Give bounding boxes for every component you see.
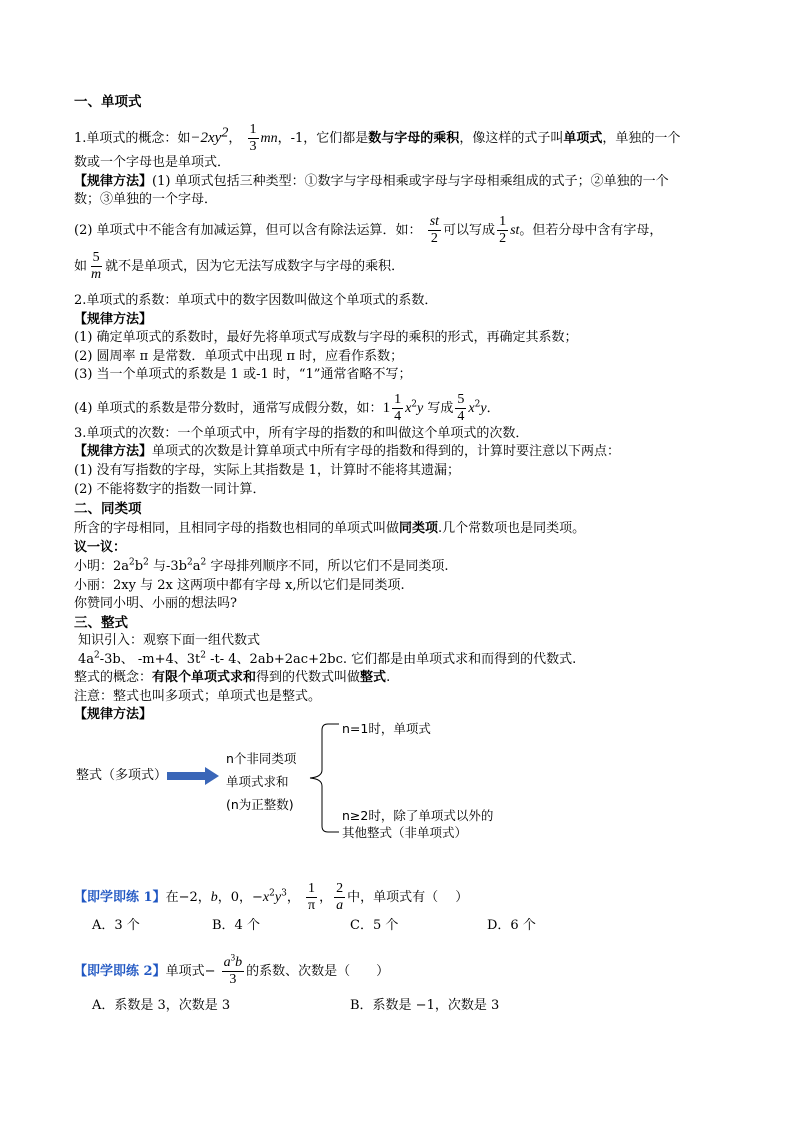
fraction-one-quarter: $\frac{1}{4}$ (394, 392, 402, 424)
coefficient-definition: 2.单项式的系数：单项式中的数字因数叫做这个单项式的系数． (74, 293, 438, 308)
xiaoli-statement: 小丽：2xy 与 2x 这两项中都有字母 x,所以它们是同类项. (74, 578, 405, 593)
fraction-5-over-m: $\frac{5}{m}$ (91, 250, 102, 282)
polynomial-concept: 整式的概念：有限个单项式求和得到的代数式叫做整式. (74, 670, 391, 685)
coefficient-rule-2: (2) 圆周率 π 是常数．单项式中出现 π 时，应看作系数； (74, 349, 404, 364)
bracket-path (310, 724, 339, 832)
coefficient-rule-label: 【规律方法】 (74, 312, 153, 327)
diagram-root-label: 整式（多项式） (76, 768, 168, 783)
exercise-1-option-d[interactable]: D．6 个 (487, 918, 536, 933)
coefficient-rule-4: (4) 单项式的系数是带分数时，通常写成假分数，如：1 $\frac{1}{4}$ $x^2y$ 写成 $\frac{5}{4}$ $x^2y$． (74, 392, 500, 424)
degree-rule-1: (1) 没有写指数的字母，实际上其指数是 1，计算时不能将其遗漏； (74, 463, 460, 478)
fraction-one-third: $\frac{1}{3}$ (249, 122, 257, 154)
fraction-one-half: $\frac{1}{2}$ (499, 214, 507, 246)
like-terms-definition: 所含的字母相同，且相同字母的指数也相同的单项式叫做同类项.几个常数项也是同类项。 (74, 521, 586, 536)
exercise-2-stem: 【即学即练 2】单项式− $\frac{a^3b}{3}$ 的系数、次数是（ ） (74, 952, 390, 987)
polynomial-rule-label: 【规律方法】 (74, 707, 153, 722)
right-arrow-icon (167, 766, 221, 786)
example-expressions: $4a^2-3b$、 -m+4、$3t^2$ -t- 4、2ab+2ac+2bc. 它们都是由单项式求和而得到的代数式. (78, 650, 577, 667)
section-title-monomial: 一、单项式 (74, 94, 142, 110)
fraction-st-over-2: $\frac{st}{2}$ (429, 214, 440, 246)
discussion-question: 你赞同小明、小丽的想法吗? (74, 596, 237, 611)
degree-rule-2: (2) 不能将数字的指数一同计算． (74, 482, 266, 497)
diagram-mid-line3: (n为正整数) (226, 797, 294, 812)
rule-method-1-line2: 数；③单独的一个字母． (74, 192, 218, 207)
degree-rule: 【规律方法】单项式的次数是计算单项式中所有字母的指数和得到的，计算时要注意以下两点： (74, 444, 621, 459)
exercise-2-option-a[interactable]: A．系数是 3，次数是 3 (92, 998, 231, 1013)
exercise-1-option-a[interactable]: A．3 个 (92, 918, 140, 933)
diagram-mid-line1: n个非同类项 (226, 751, 297, 766)
exercise-1-stem: 【即学即练 1】在−2，b，0，$-x^2y^3$， $\frac{1}{\pi}$ ， $\frac{2}{a}$ 中，单项式有（ ） (74, 881, 469, 913)
monomial-concept-line2: 数或一个字母也是单项式． (74, 155, 231, 170)
polynomial-note: 注意：整式也叫多项式；单项式也是整式。 (74, 689, 322, 704)
diagram-branch1: n=1时，单项式 (342, 721, 431, 736)
arrow-shape (167, 767, 219, 785)
diagram-mid-line2: 单项式求和 (226, 774, 289, 789)
section-title-polynomial: 三、整式 (74, 615, 128, 631)
coefficient-rule-3: (3) 当一个单项式的系数是 1 或-1 时，“1”通常省略不写； (74, 367, 412, 382)
coefficient-rule-1: (1) 确定单项式的系数时，最好先将单项式写成数与字母的乘积的形式，再确定其系数； (74, 330, 578, 345)
fraction-one-over-pi: $\frac{1}{\pi}$ (307, 881, 316, 913)
xiaoming-statement: 小明：$2a^2b^2$ 与$-3b^2a^2$ 字母排列顺序不同，所以它们不是同类项. (74, 557, 449, 574)
diagram-branch2-line2: 其他整式（非单项式） (342, 825, 468, 840)
exercise-2-option-b[interactable]: B．系数是 −1，次数是 3 (350, 998, 500, 1013)
fraction-five-quarters: $\frac{5}{4}$ (457, 392, 465, 424)
knowledge-intro: 知识引入：观察下面一组代数式 (78, 633, 261, 648)
monomial-concept-line1: 1.单项式的概念：如$-2xy^2$， $\frac{1}{3}$ mn，-1，它们都是数与字母的乘积，像这样的式子叫单项式，单独的一个 (74, 122, 681, 154)
fraction-two-over-a: $\frac{2}{a}$ (336, 881, 344, 913)
exercise-1-option-c[interactable]: C．5 个 (350, 918, 399, 933)
diagram-bracket (306, 722, 340, 834)
degree-definition: 3.单项式的次数：一个单项式中，所有字母的指数的和叫做这个单项式的次数． (74, 426, 529, 441)
rule-method-2-line1: (2) 单项式中不能含有加减运算，但可以含有除法运算．如： $\frac{st}{2}$ 可以写成 $\frac{1}{2}$ st。但若分母中含有字母， (74, 214, 663, 246)
rule-method-1-line1: 【规律方法】(1) 单项式包括三种类型：①数字与字母相乘或字母与字母相乘组成的式子；②单独的一个 (74, 174, 669, 189)
rule-method-2-line2: 如 $\frac{5}{m}$ 就不是单项式，因为它无法写成数字与字母的乘积． (74, 250, 405, 282)
diagram-branch2-line1: n≥2时，除了单项式以外的 (342, 808, 494, 823)
fraction-a3b-over-3: $\frac{a^3b}{3}$ (223, 952, 243, 987)
exercise-1-option-b[interactable]: B．4 个 (212, 918, 260, 933)
discussion-label: 议一议： (74, 540, 127, 555)
section-title-like-terms: 二、同类项 (74, 501, 142, 517)
